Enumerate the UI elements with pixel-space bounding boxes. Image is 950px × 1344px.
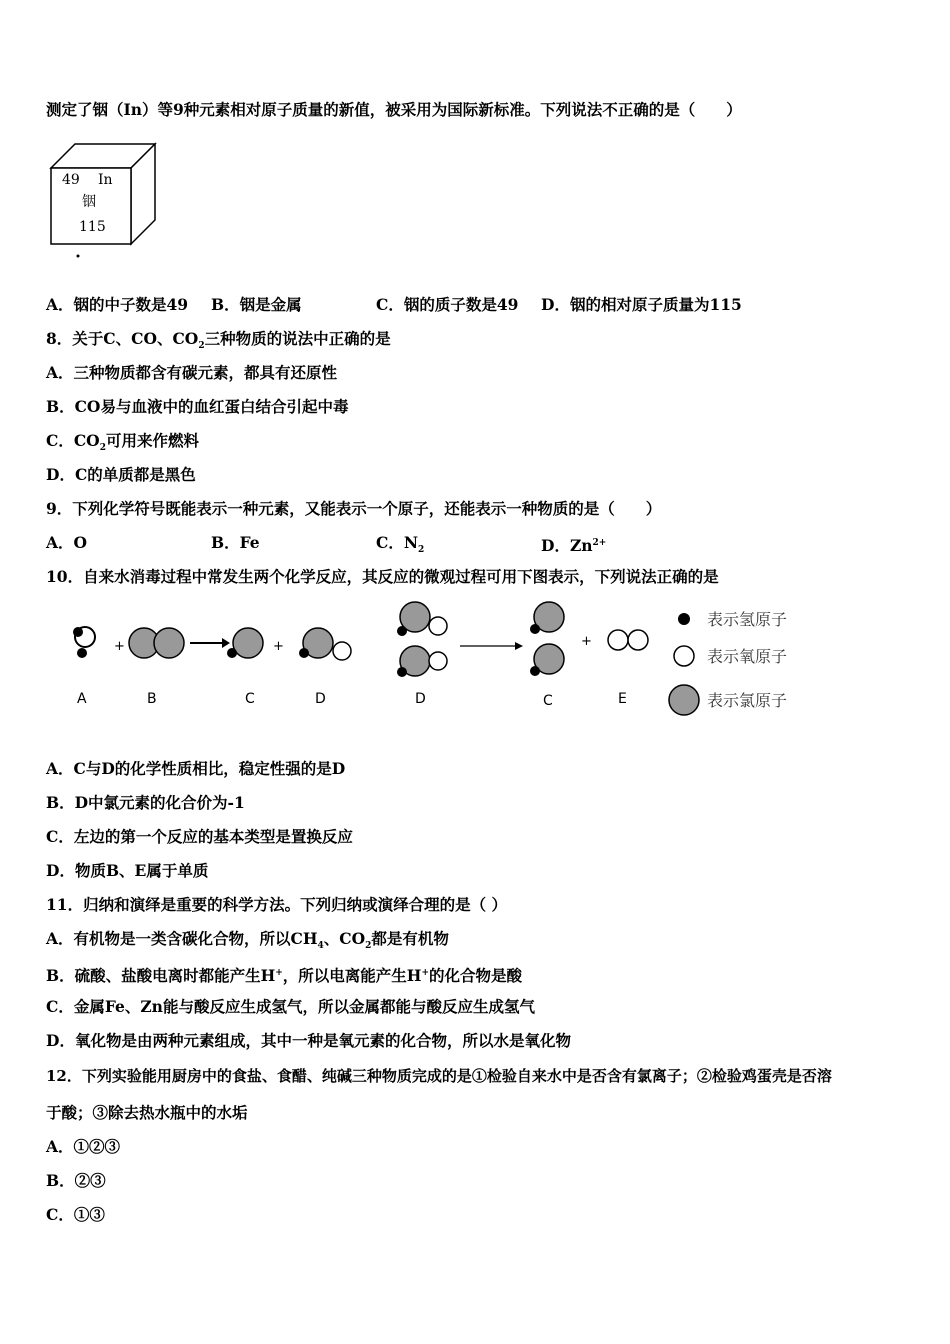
q10-option-a[interactable]: A．C与D的化学性质相比，稳定性强的是D (46, 759, 346, 778)
q8-option-c[interactable]: C．$CO_2$可用来作燃料 (46, 431, 199, 454)
q12-option-b[interactable]: B．②③ (46, 1171, 106, 1190)
q12-option-c[interactable]: C．①③ (46, 1205, 105, 1224)
q8-stem: 8．关于C、CO、$CO_2$三种物质的说法中正确的是 (46, 329, 391, 352)
molecule-e (608, 630, 648, 650)
q11-option-a[interactable]: A．有机物是一类含碳化合物，所以$CH_4$、$CO_2$都是有机物 (46, 929, 449, 952)
q8-option-b[interactable]: B．CO易与血液中的血红蛋白结合引起中毒 (46, 397, 349, 416)
q12-option-a[interactable]: A．①②③ (46, 1137, 121, 1156)
q9-option-c[interactable]: C．$N_2$ (376, 533, 425, 556)
label-e: E (618, 691, 627, 707)
element-card-indium (48, 140, 160, 262)
q9-option-d[interactable]: D．$Zn^{2+}$ (541, 536, 607, 556)
plus-sign: + (581, 634, 592, 649)
label-a: A (77, 691, 87, 707)
q12-stem-line2: 于酸；③除去热水瓶中的水垢 (46, 1103, 248, 1122)
q10-stem: 10．自来水消毒过程中常发生两个化学反应，其反应的微观过程可用下图表示，下列说法正确的是 (46, 567, 719, 586)
molecule-b (129, 628, 184, 658)
card-atomic-number: 49 (62, 172, 80, 188)
q7-stem: 测定了铟（In）等9种元素相对原子质量的新值，被采用为国际新标准。下列说法不正确的是（ ） (46, 100, 742, 119)
q10-option-c[interactable]: C．左边的第一个反应的基本类型是置换反应 (46, 827, 353, 846)
molecule-d-bottom (397, 646, 447, 677)
q9-option-b[interactable]: B．Fe (211, 533, 260, 552)
legend-oxygen: 表示氧原子 (707, 647, 788, 666)
q9-stem: 9．下列化学符号既能表示一种元素，又能表示一个原子，还能表示一种物质的是（ ） (46, 499, 662, 518)
q11-stem: 11．归纳和演绎是重要的科学方法。下列归纳或演绎合理的是（ ） (46, 895, 507, 914)
legend-hydrogen: 表示氢原子 (707, 610, 788, 629)
q7-option-d[interactable]: D．铟的相对原子质量为115 (541, 295, 742, 314)
q10-option-d[interactable]: D．物质B、E属于单质 (46, 861, 209, 880)
card-element-name: 铟 (82, 194, 96, 210)
q10-option-b[interactable]: B．D中氯元素的化合价为-1 (46, 793, 245, 812)
label-b: B (147, 691, 157, 707)
q9-option-a[interactable]: A．O (46, 533, 88, 552)
q7-option-a[interactable]: A．铟的中子数是49 (46, 295, 189, 314)
molecule-c-bottom (530, 644, 564, 676)
molecule-d (299, 628, 351, 660)
q8-option-d[interactable]: D．C的单质都是黑色 (46, 465, 196, 484)
molecule-c-top (530, 602, 564, 634)
label-d2: D (415, 691, 426, 707)
plus-sign: + (114, 639, 125, 654)
q7-option-c[interactable]: C．铟的质子数是49 (376, 295, 519, 314)
legend-oxygen-icon (674, 646, 694, 666)
molecule-a (73, 627, 95, 658)
legend-chlorine-icon (669, 685, 699, 715)
legend-hydrogen-icon (678, 613, 690, 625)
q12-stem-line1: 12．下列实验能用厨房中的食盐、食醋、纯碱三种物质完成的是①检验自来水中是否含有氯离子；②检验鸡蛋壳是否溶 (46, 1067, 832, 1085)
molecule-c (227, 628, 263, 658)
card-symbol: In (98, 172, 113, 188)
label-c2: C (543, 693, 553, 709)
label-c: C (245, 691, 255, 707)
q11-option-b[interactable]: B．硫酸、盐酸电离时都能产生H+，所以电离能产生H+的化合物是酸 (46, 966, 523, 986)
q8-option-a[interactable]: A．三种物质都含有碳元素，都具有还原性 (46, 363, 338, 382)
reaction-diagram (60, 595, 820, 730)
plus-sign: + (273, 639, 284, 654)
label-d: D (315, 691, 326, 707)
q11-option-d[interactable]: D．氧化物是由两种元素组成，其中一种是氧元素的化合物，所以水是氧化物 (46, 1031, 571, 1050)
card-mass: 115 (79, 219, 106, 235)
q11-option-c[interactable]: C．金属Fe、Zn能与酸反应生成氢气，所以金属都能与酸反应生成氢气 (46, 997, 535, 1016)
molecule-d-top (397, 602, 447, 636)
q7-option-b[interactable]: B．铟是金属 (211, 295, 302, 314)
legend-chlorine: 表示氯原子 (707, 691, 788, 710)
